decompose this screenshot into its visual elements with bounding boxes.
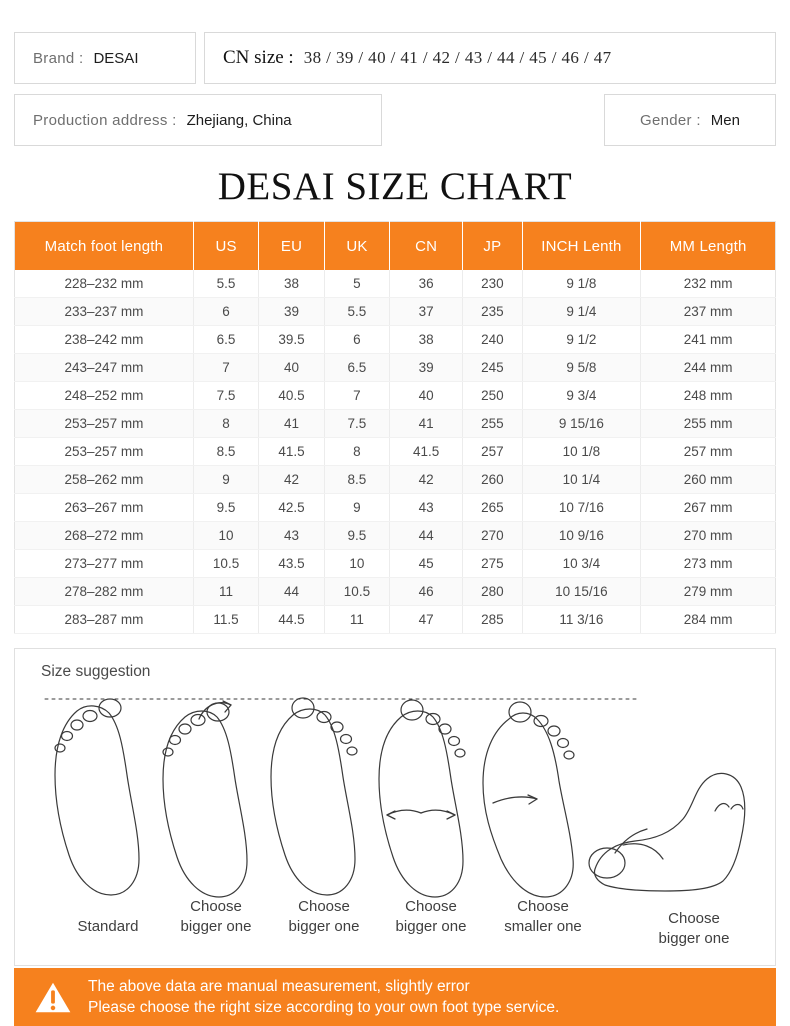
table-row — [15, 410, 776, 438]
suggestion-title: Size suggestion — [41, 663, 151, 680]
size-table-head — [15, 222, 776, 271]
col-header-uk: UK — [324, 222, 389, 271]
cell-mm-length: 244 mm — [641, 354, 776, 382]
cell-eu: 42 — [259, 466, 324, 494]
caption-4: Choose bigger one — [395, 898, 467, 935]
gender-label: Gender : — [640, 111, 701, 129]
cell-jp: 235 — [463, 298, 522, 326]
cell-eu: 44.5 — [259, 606, 324, 634]
cn-size-box — [204, 32, 776, 84]
brand-box — [14, 32, 196, 84]
cell-uk: 10 — [324, 550, 389, 578]
cn-size-value: 38 / 39 / 40 / 41 / 42 / 43 / 44 / 45 / 46 / 47 — [303, 48, 612, 67]
cell-cn: 41 — [390, 410, 463, 438]
cell-cn: 44 — [390, 522, 463, 550]
cell-match-foot-length: 258–262 mm — [15, 466, 194, 494]
foot-diagram — [15, 683, 775, 913]
col-header-eu: EU — [259, 222, 324, 271]
cell-jp: 270 — [463, 522, 522, 550]
cell-cn: 46 — [390, 578, 463, 606]
cell-eu: 39 — [259, 298, 324, 326]
cell-eu: 43 — [259, 522, 324, 550]
cell-jp: 250 — [463, 382, 522, 410]
cell-jp: 245 — [463, 354, 522, 382]
caption-5: Choose smaller one — [504, 898, 582, 935]
caption-1: Standard — [77, 918, 139, 935]
info-spacer — [390, 94, 596, 146]
foot-bigger-2 — [271, 698, 357, 895]
foot-bigger-1 — [163, 701, 247, 897]
cell-us: 11 — [193, 578, 258, 606]
cell-inch-length: 10 1/8 — [522, 438, 641, 466]
cell-inch-length: 10 3/4 — [522, 550, 641, 578]
cell-match-foot-length: 238–242 mm — [15, 326, 194, 354]
size-suggestion-panel — [14, 648, 776, 966]
cell-cn: 42 — [390, 466, 463, 494]
cell-match-foot-length: 233–237 mm — [15, 298, 194, 326]
cell-mm-length: 237 mm — [641, 298, 776, 326]
cell-us: 5.5 — [193, 270, 258, 298]
cell-us: 6.5 — [193, 326, 258, 354]
footer-line-1: The above data are manual measurement, slightly error — [88, 978, 470, 995]
cell-eu: 41.5 — [259, 438, 324, 466]
cell-jp: 280 — [463, 578, 522, 606]
footer-notice — [14, 968, 776, 1026]
cell-us: 9.5 — [193, 494, 258, 522]
caption-2: Choose bigger one — [180, 898, 252, 935]
cell-match-foot-length: 268–272 mm — [15, 522, 194, 550]
cell-eu: 40 — [259, 354, 324, 382]
table-row — [15, 382, 776, 410]
table-row — [15, 326, 776, 354]
cell-us: 11.5 — [193, 606, 258, 634]
cell-cn: 39 — [390, 354, 463, 382]
table-row — [15, 550, 776, 578]
info-row-top — [14, 32, 776, 84]
col-header-inch: INCH Lenth — [522, 222, 641, 271]
cell-uk: 6 — [324, 326, 389, 354]
cell-uk: 10.5 — [324, 578, 389, 606]
cell-cn: 45 — [390, 550, 463, 578]
cell-uk: 7 — [324, 382, 389, 410]
cell-match-foot-length: 263–267 mm — [15, 494, 194, 522]
cell-us: 10 — [193, 522, 258, 550]
page-title: DESAI SIZE CHART — [217, 165, 573, 208]
size-table — [14, 221, 776, 634]
cell-uk: 5 — [324, 270, 389, 298]
cell-cn: 40 — [390, 382, 463, 410]
cell-cn: 43 — [390, 494, 463, 522]
cell-mm-length: 241 mm — [641, 326, 776, 354]
cell-jp: 275 — [463, 550, 522, 578]
size-chart-page — [0, 32, 790, 1026]
table-row — [15, 494, 776, 522]
table-row — [15, 354, 776, 382]
footer-text — [88, 976, 559, 1018]
cell-uk: 8.5 — [324, 466, 389, 494]
col-header-cn: CN — [390, 222, 463, 271]
cell-match-foot-length: 228–232 mm — [15, 270, 194, 298]
gender-box — [604, 94, 776, 146]
cell-eu: 38 — [259, 270, 324, 298]
cn-size-label: CN size : — [223, 47, 294, 68]
cell-mm-length: 273 mm — [641, 550, 776, 578]
caption-row — [15, 899, 775, 957]
cell-eu: 44 — [259, 578, 324, 606]
cell-inch-length: 11 3/16 — [522, 606, 641, 634]
cell-cn: 37 — [390, 298, 463, 326]
foot-side-view — [589, 773, 745, 891]
cell-jp: 260 — [463, 466, 522, 494]
cell-mm-length: 248 mm — [641, 382, 776, 410]
cell-inch-length: 10 1/4 — [522, 466, 641, 494]
col-header-mm: MM Length — [641, 222, 776, 271]
footer-line-2: Please choose the right size according to your own foot type service. — [88, 999, 560, 1016]
cell-uk: 9.5 — [324, 522, 389, 550]
cell-inch-length: 9 15/16 — [522, 410, 641, 438]
cell-uk: 11 — [324, 606, 389, 634]
cell-inch-length: 10 7/16 — [522, 494, 641, 522]
cell-match-foot-length: 243–247 mm — [15, 354, 194, 382]
cell-us: 10.5 — [193, 550, 258, 578]
cell-mm-length: 284 mm — [641, 606, 776, 634]
address-label: Production address : — [33, 111, 177, 129]
info-row-bottom — [14, 94, 776, 146]
cell-jp: 285 — [463, 606, 522, 634]
cell-us: 7.5 — [193, 382, 258, 410]
cell-eu: 40.5 — [259, 382, 324, 410]
cell-us: 8 — [193, 410, 258, 438]
cell-cn: 47 — [390, 606, 463, 634]
table-row — [15, 522, 776, 550]
table-row — [15, 606, 776, 634]
cell-cn: 38 — [390, 326, 463, 354]
cell-uk: 6.5 — [324, 354, 389, 382]
cell-mm-length: 260 mm — [641, 466, 776, 494]
col-header-us: US — [193, 222, 258, 271]
cell-mm-length: 257 mm — [641, 438, 776, 466]
address-box — [14, 94, 382, 146]
cell-match-foot-length: 283–287 mm — [15, 606, 194, 634]
cell-jp: 255 — [463, 410, 522, 438]
cell-us: 9 — [193, 466, 258, 494]
col-header-match: Match foot length — [15, 222, 194, 271]
cell-uk: 9 — [324, 494, 389, 522]
cell-inch-length: 9 5/8 — [522, 354, 641, 382]
cell-match-foot-length: 278–282 mm — [15, 578, 194, 606]
cell-match-foot-length: 253–257 mm — [15, 438, 194, 466]
table-row — [15, 438, 776, 466]
cell-eu: 42.5 — [259, 494, 324, 522]
brand-value: DESAI — [93, 49, 139, 67]
cell-mm-length: 232 mm — [641, 270, 776, 298]
cell-inch-length: 10 9/16 — [522, 522, 641, 550]
cell-jp: 257 — [463, 438, 522, 466]
cell-us: 8.5 — [193, 438, 258, 466]
cell-inch-length: 9 3/4 — [522, 382, 641, 410]
cell-cn: 36 — [390, 270, 463, 298]
brand-label: Brand : — [33, 49, 84, 67]
cell-match-foot-length: 248–252 mm — [15, 382, 194, 410]
table-row — [15, 270, 776, 298]
cell-eu: 43.5 — [259, 550, 324, 578]
cell-jp: 230 — [463, 270, 522, 298]
col-header-jp: JP — [463, 222, 522, 271]
cell-uk: 8 — [324, 438, 389, 466]
cell-inch-length: 9 1/8 — [522, 270, 641, 298]
cell-uk: 5.5 — [324, 298, 389, 326]
cell-us: 6 — [193, 298, 258, 326]
foot-bigger-3 — [379, 700, 465, 897]
cell-cn: 41.5 — [390, 438, 463, 466]
cell-mm-length: 270 mm — [641, 522, 776, 550]
cell-match-foot-length: 253–257 mm — [15, 410, 194, 438]
gender-value: Men — [710, 111, 740, 129]
table-row — [15, 578, 776, 606]
table-row — [15, 466, 776, 494]
cell-us: 7 — [193, 354, 258, 382]
table-row — [15, 298, 776, 326]
address-value: Zhejiang, China — [186, 111, 292, 129]
foot-standard — [55, 699, 139, 895]
cell-jp: 240 — [463, 326, 522, 354]
foot-smaller — [483, 702, 574, 897]
cell-inch-length: 9 1/2 — [522, 326, 641, 354]
cell-mm-length: 267 mm — [641, 494, 776, 522]
cell-eu: 41 — [259, 410, 324, 438]
cell-inch-length: 9 1/4 — [522, 298, 641, 326]
cell-mm-length: 279 mm — [641, 578, 776, 606]
cell-eu: 39.5 — [259, 326, 324, 354]
cell-inch-length: 10 15/16 — [522, 578, 641, 606]
table-header-row — [15, 222, 776, 271]
cell-uk: 7.5 — [324, 410, 389, 438]
warning-icon — [32, 978, 74, 1016]
cell-mm-length: 255 mm — [641, 410, 776, 438]
size-table-body — [15, 270, 776, 634]
caption-3: Choose bigger one — [288, 898, 360, 935]
caption-6: Choose bigger one — [658, 910, 730, 947]
cell-jp: 265 — [463, 494, 522, 522]
cell-match-foot-length: 273–277 mm — [15, 550, 194, 578]
